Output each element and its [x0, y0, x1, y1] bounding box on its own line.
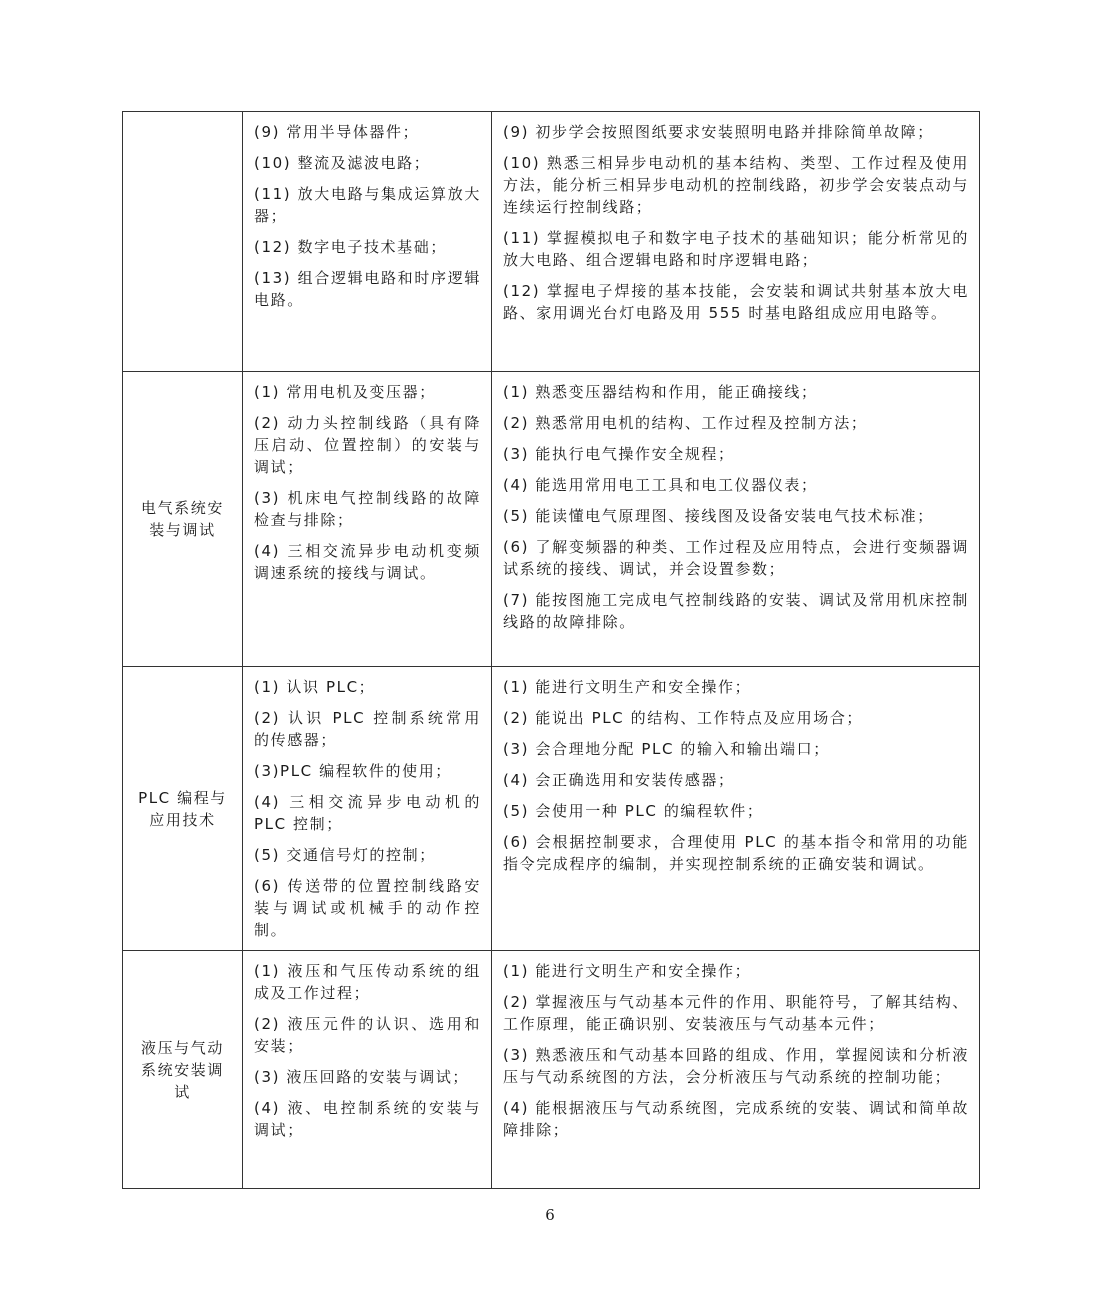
requirements-cell: [492, 667, 980, 951]
content-item: (13) 组合逻辑电路和时序逻辑电路。: [254, 269, 481, 309]
module-name-cell: PLC 编程与应用技术: [123, 667, 243, 951]
curriculum-table: [122, 111, 980, 1189]
requirements-cell: [492, 372, 980, 667]
requirement-item: (2) 熟悉常用电机的结构、工作过程及控制方法；: [503, 414, 868, 432]
content-item: (1) 液压和气压传动系统的组成及工作过程；: [254, 962, 481, 1002]
requirement-item: (1) 能进行文明生产和安全操作；: [503, 678, 752, 696]
content-item: (1) 常用电机及变压器；: [254, 383, 436, 401]
content-item: (4) 液、电控制系统的安装与调试；: [254, 1099, 481, 1139]
requirement-item: (4) 会正确选用和安装传感器；: [503, 771, 735, 789]
content-item: (11) 放大电路与集成运算放大器；: [254, 185, 481, 225]
module-name-cell: 电气系统安装与调试: [123, 372, 243, 667]
requirement-item: (3) 能执行电气操作安全规程；: [503, 445, 735, 463]
content-cell: [243, 951, 492, 1189]
content-item: (3)PLC 编程软件的使用；: [254, 762, 452, 780]
requirement-item: (1) 能进行文明生产和安全操作；: [503, 962, 752, 980]
table-row: [123, 951, 980, 1189]
table-row: [123, 372, 980, 667]
content-item: (4) 三相交流异步电动机变频调速系统的接线与调试。: [254, 542, 481, 582]
requirements-cell: [492, 951, 980, 1189]
requirement-item: (4) 能选用常用电工工具和电工仪器仪表；: [503, 476, 818, 494]
content-item: (9) 常用半导体器件；: [254, 123, 420, 141]
requirements-cell: [492, 112, 980, 372]
content-cell: [243, 372, 492, 667]
requirement-item: (10) 熟悉三相异步电动机的基本结构、类型、工作过程及使用方法，能分析三相异步电动机的控制线路，初步学会安装点动与连续运行控制线路；: [503, 154, 969, 216]
requirement-item: (4) 能根据液压与气动系统图，完成系统的安装、调试和简单故障排除；: [503, 1099, 969, 1139]
content-item: (2) 认识 PLC 控制系统常用的传感器；: [254, 709, 481, 749]
content-item: (2) 液压元件的认识、选用和安装；: [254, 1015, 481, 1055]
requirement-item: (1) 熟悉变压器结构和作用，能正确接线；: [503, 383, 818, 401]
content-cell: [243, 667, 492, 951]
module-name-cell: 液压与气动系统安装调试: [123, 951, 243, 1189]
requirement-item: (5) 能读懂电气原理图、接线图及设备安装电气技术标准；: [503, 507, 934, 525]
content-item: (10) 整流及滤波电路；: [254, 154, 431, 172]
content-item: (3) 机床电气控制线路的故障检查与排除；: [254, 489, 481, 529]
content-cell: [243, 112, 492, 372]
requirement-item: (12) 掌握电子焊接的基本技能，会安装和调试共射基本放大电路、家用调光台灯电路及用 555 时基电路组成应用电路等。: [503, 282, 969, 322]
requirement-item: (3) 会合理地分配 PLC 的输入和输出端口；: [503, 740, 830, 758]
requirement-item: (11) 掌握模拟电子和数字电子技术的基础知识；能分析常见的放大电路、组合逻辑电路和时序逻辑电路；: [503, 229, 969, 269]
requirement-item: (5) 会使用一种 PLC 的编程软件；: [503, 802, 764, 820]
requirement-item: (3) 熟悉液压和气动基本回路的组成、作用，掌握阅读和分析液压与气动系统图的方法，会分析液压与气动系统的控制功能；: [503, 1046, 969, 1086]
content-item: (12) 数字电子技术基础；: [254, 238, 447, 256]
requirement-item: (7) 能按图施工完成电气控制线路的安装、调试及常用机床控制线路的故障排除。: [503, 591, 969, 631]
content-item: (2) 动力头控制线路（具有降压启动、位置控制）的安装与调试；: [254, 414, 481, 476]
requirement-item: (6) 了解变频器的种类、工作过程及应用特点，会进行变频器调试系统的接线、调试，并会设置参数；: [503, 538, 969, 578]
requirement-item: (2) 能说出 PLC 的结构、工作特点及应用场合；: [503, 709, 864, 727]
content-item: (4) 三相交流异步电动机的 PLC 控制；: [254, 793, 481, 833]
requirement-item: (9) 初步学会按照图纸要求安装照明电路并排除简单故障；: [503, 123, 934, 141]
page-number: 6: [545, 1206, 555, 1224]
content-item: (6) 传送带的位置控制线路安装与调试或机械手的动作控制。: [254, 877, 481, 939]
content-item: (1) 认识 PLC；: [254, 678, 376, 696]
requirement-item: (2) 掌握液压与气动基本元件的作用、职能符号，了解其结构、工作原理，能正确识别、安装液压与气动基本元件；: [503, 993, 969, 1033]
module-name-cell: [123, 112, 243, 372]
table-row: [123, 667, 980, 951]
table-row: [123, 112, 980, 372]
content-item: (3) 液压回路的安装与调试；: [254, 1068, 470, 1086]
requirement-item: (6) 会根据控制要求，合理使用 PLC 的基本指令和常用的功能指令完成程序的编制，并实现控制系统的正确安装和调试。: [503, 833, 969, 873]
content-item: (5) 交通信号灯的控制；: [254, 846, 436, 864]
